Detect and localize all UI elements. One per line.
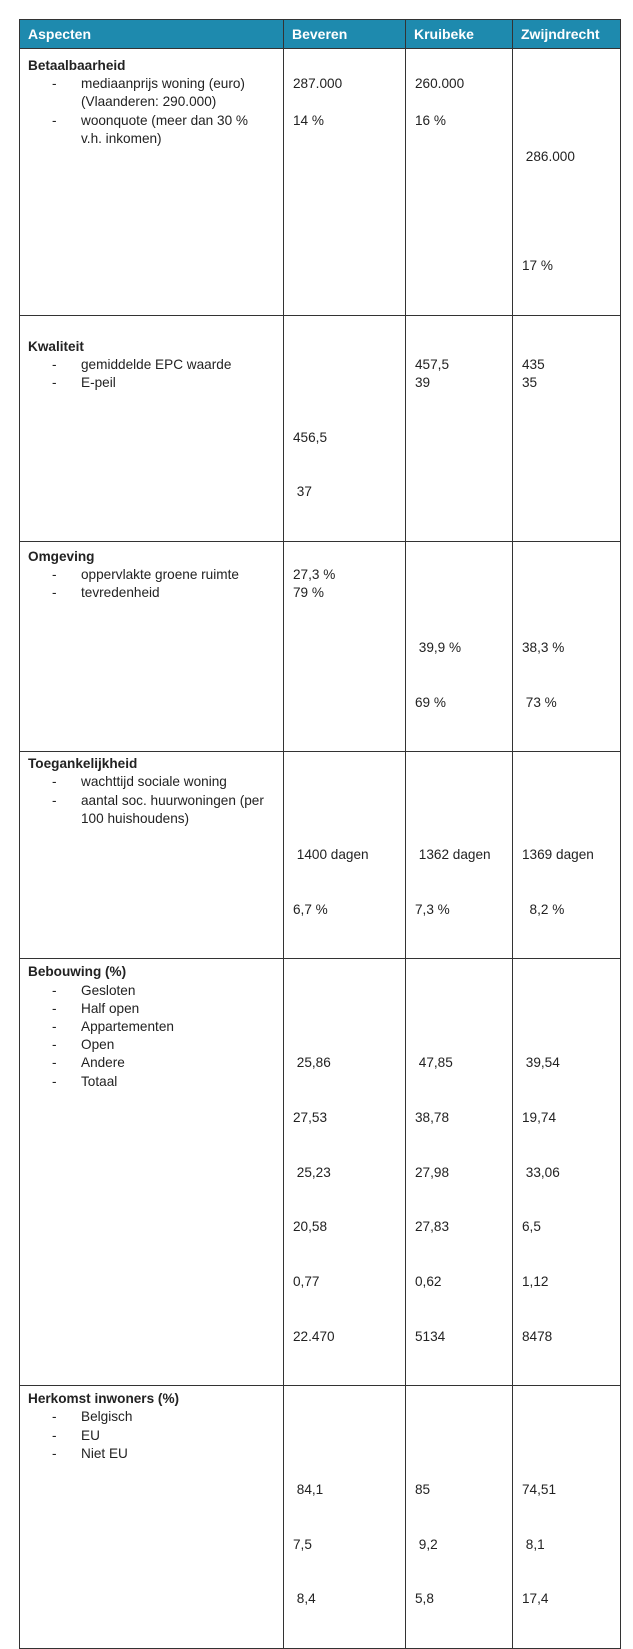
value: 5134 [415,1328,446,1344]
section-kwaliteit [20,315,621,541]
item-label: Gesloten [81,982,136,998]
value: 0,77 [293,1273,320,1289]
value: 35 [522,375,538,391]
zwijndrecht-cell [513,315,621,541]
value: 7,5 [293,1536,312,1552]
section-title: Bebouwing (%) [28,964,127,980]
value: 37 [293,484,312,500]
header-kruibeke: Kruibeke [406,20,513,49]
section-cell [20,1386,284,1649]
comparison-table [19,19,621,1649]
value: 73 % [522,694,557,710]
list-item: - Totaal [52,1073,118,1089]
item-label: Open [81,1037,115,1053]
item-label-cont: (Vlaanderen: 290.000) [81,94,217,110]
value: 286.000 [522,149,575,164]
item-label: Niet EU [81,1445,128,1461]
list-item: - EU [52,1427,100,1443]
section-cell [20,959,284,1386]
zwijndrecht-cell [513,49,621,316]
value: 14 % [293,112,324,128]
list-item: - Gesloten [52,982,136,998]
value: 47,85 [415,1055,453,1071]
value: 1400 dagen [293,847,369,863]
section-bebouwing [20,959,621,1386]
section-betaalbaarheid [20,49,621,316]
list-item: - Andere [52,1055,125,1071]
beveren-cell [284,542,406,752]
kruibeke-cell [406,752,513,959]
value: 33,06 [522,1164,560,1180]
section-title: Omgeving [28,549,95,565]
kruibeke-cell [406,1386,513,1649]
section-title: Toegankelijkheid [28,756,138,772]
beveren-cell [284,959,406,1386]
value: 8,1 [522,1536,545,1552]
header-aspecten: Aspecten [20,20,284,49]
zwijndrecht-cell [513,542,621,752]
section-omgeving [20,542,621,752]
item-label: Andere [81,1055,125,1071]
item-label: Appartementen [81,1019,174,1035]
value: 25,23 [293,1164,331,1180]
item-label: E-peil [81,375,116,391]
item-label: mediaanprijs woning (euro) [81,76,245,92]
list-item: - Appartementen [52,1019,174,1035]
value: 260.000 [415,76,465,92]
section-cell [20,49,284,316]
item-label: Half open [81,1000,140,1016]
section-title: Kwaliteit [28,338,84,354]
kruibeke-cell [406,959,513,1386]
list-item: - oppervlakte groene ruimte [52,567,239,583]
list-item: - Belgisch [52,1409,133,1425]
kruibeke-cell [406,542,513,752]
value: 39,9 % [415,640,462,656]
value: 1,12 [522,1273,549,1289]
value: 8,2 % [522,901,565,917]
value: 0,62 [415,1273,442,1289]
list-item: - Open [52,1037,115,1053]
value: 20,58 [293,1219,328,1235]
list-item: - Half open [52,1000,140,1016]
value: 17,4 [522,1591,549,1607]
value: 17 % [522,258,553,274]
value: 6,7 % [293,901,328,917]
list-item: - tevredenheid [52,585,160,601]
header-zwijndrecht: Zwijndrecht [513,20,621,49]
header-beveren: Beveren [284,20,406,49]
value: 27,53 [293,1110,328,1126]
value: 7,3 % [415,901,450,917]
item-label: Belgisch [81,1409,133,1425]
value: 27,83 [415,1219,450,1235]
beveren-cell [284,315,406,541]
value: 6,5 [522,1219,541,1235]
list-item: - Niet EU [52,1445,128,1461]
list-item: - wachttijd sociale woning [52,774,227,790]
value: 79 % [293,585,324,601]
value: 8,4 [293,1591,316,1607]
value: 435 [522,357,545,372]
section-toegankelijkheid [20,752,621,959]
list-item: - mediaanprijs woning (euro) (Vlaanderen: 290.000) [52,76,245,110]
section-cell [20,315,284,541]
value: 8478 [522,1328,553,1344]
item-label-cont: v.h. inkomen) [81,130,162,146]
section-title: Betaalbaarheid [28,58,126,73]
section-cell [20,542,284,752]
value: 39 [415,375,431,391]
value: 456,5 [293,429,328,445]
item-label-cont: 100 huishoudens) [81,810,190,826]
value: 84,1 [293,1482,324,1498]
value: 16 % [415,112,446,128]
value: 9,2 [415,1536,438,1552]
value: 19,74 [522,1110,557,1126]
item-label: aantal soc. huurwoningen (per [81,792,264,808]
section-herkomst [20,1386,621,1649]
item-label: tevredenheid [81,585,160,601]
value: 39,54 [522,1055,560,1071]
kruibeke-cell [406,315,513,541]
kruibeke-cell [406,49,513,316]
value: 27,98 [415,1164,450,1180]
beveren-cell [284,49,406,316]
value: 85 [415,1482,431,1498]
beveren-cell [284,1386,406,1649]
value: 74,51 [522,1482,557,1498]
value: 457,5 [415,357,450,372]
section-cell [20,752,284,959]
item-label: wachttijd sociale woning [81,774,227,790]
zwijndrecht-cell [513,1386,621,1649]
zwijndrecht-cell [513,959,621,1386]
list-item: - E-peil [52,375,116,391]
item-label: EU [81,1427,100,1443]
item-label: woonquote (meer dan 30 % [81,112,249,128]
value: 69 % [415,694,446,710]
zwijndrecht-cell [513,752,621,959]
list-item: - aantal soc. huurwoningen (per 100 huishoudens) [52,792,264,826]
value: 38,3 % [522,640,565,656]
value: 1369 dagen [522,847,594,863]
item-label: Totaal [81,1073,118,1089]
value: 22.470 [293,1328,335,1344]
item-label: gemiddelde EPC waarde [81,357,232,373]
value: 5,8 [415,1591,434,1607]
beveren-cell [284,752,406,959]
list-item: - gemiddelde EPC waarde [52,357,232,373]
section-title: Herkomst inwoners (%) [28,1391,180,1407]
header-row [20,20,621,49]
list-item: - woonquote (meer dan 30 % v.h. inkomen) [52,112,249,146]
value: 25,86 [293,1055,331,1071]
value: 1362 dagen [415,847,491,863]
value: 287.000 [293,76,343,92]
value: 38,78 [415,1110,450,1126]
item-label: oppervlakte groene ruimte [81,567,239,583]
value: 27,3 % [293,567,336,583]
